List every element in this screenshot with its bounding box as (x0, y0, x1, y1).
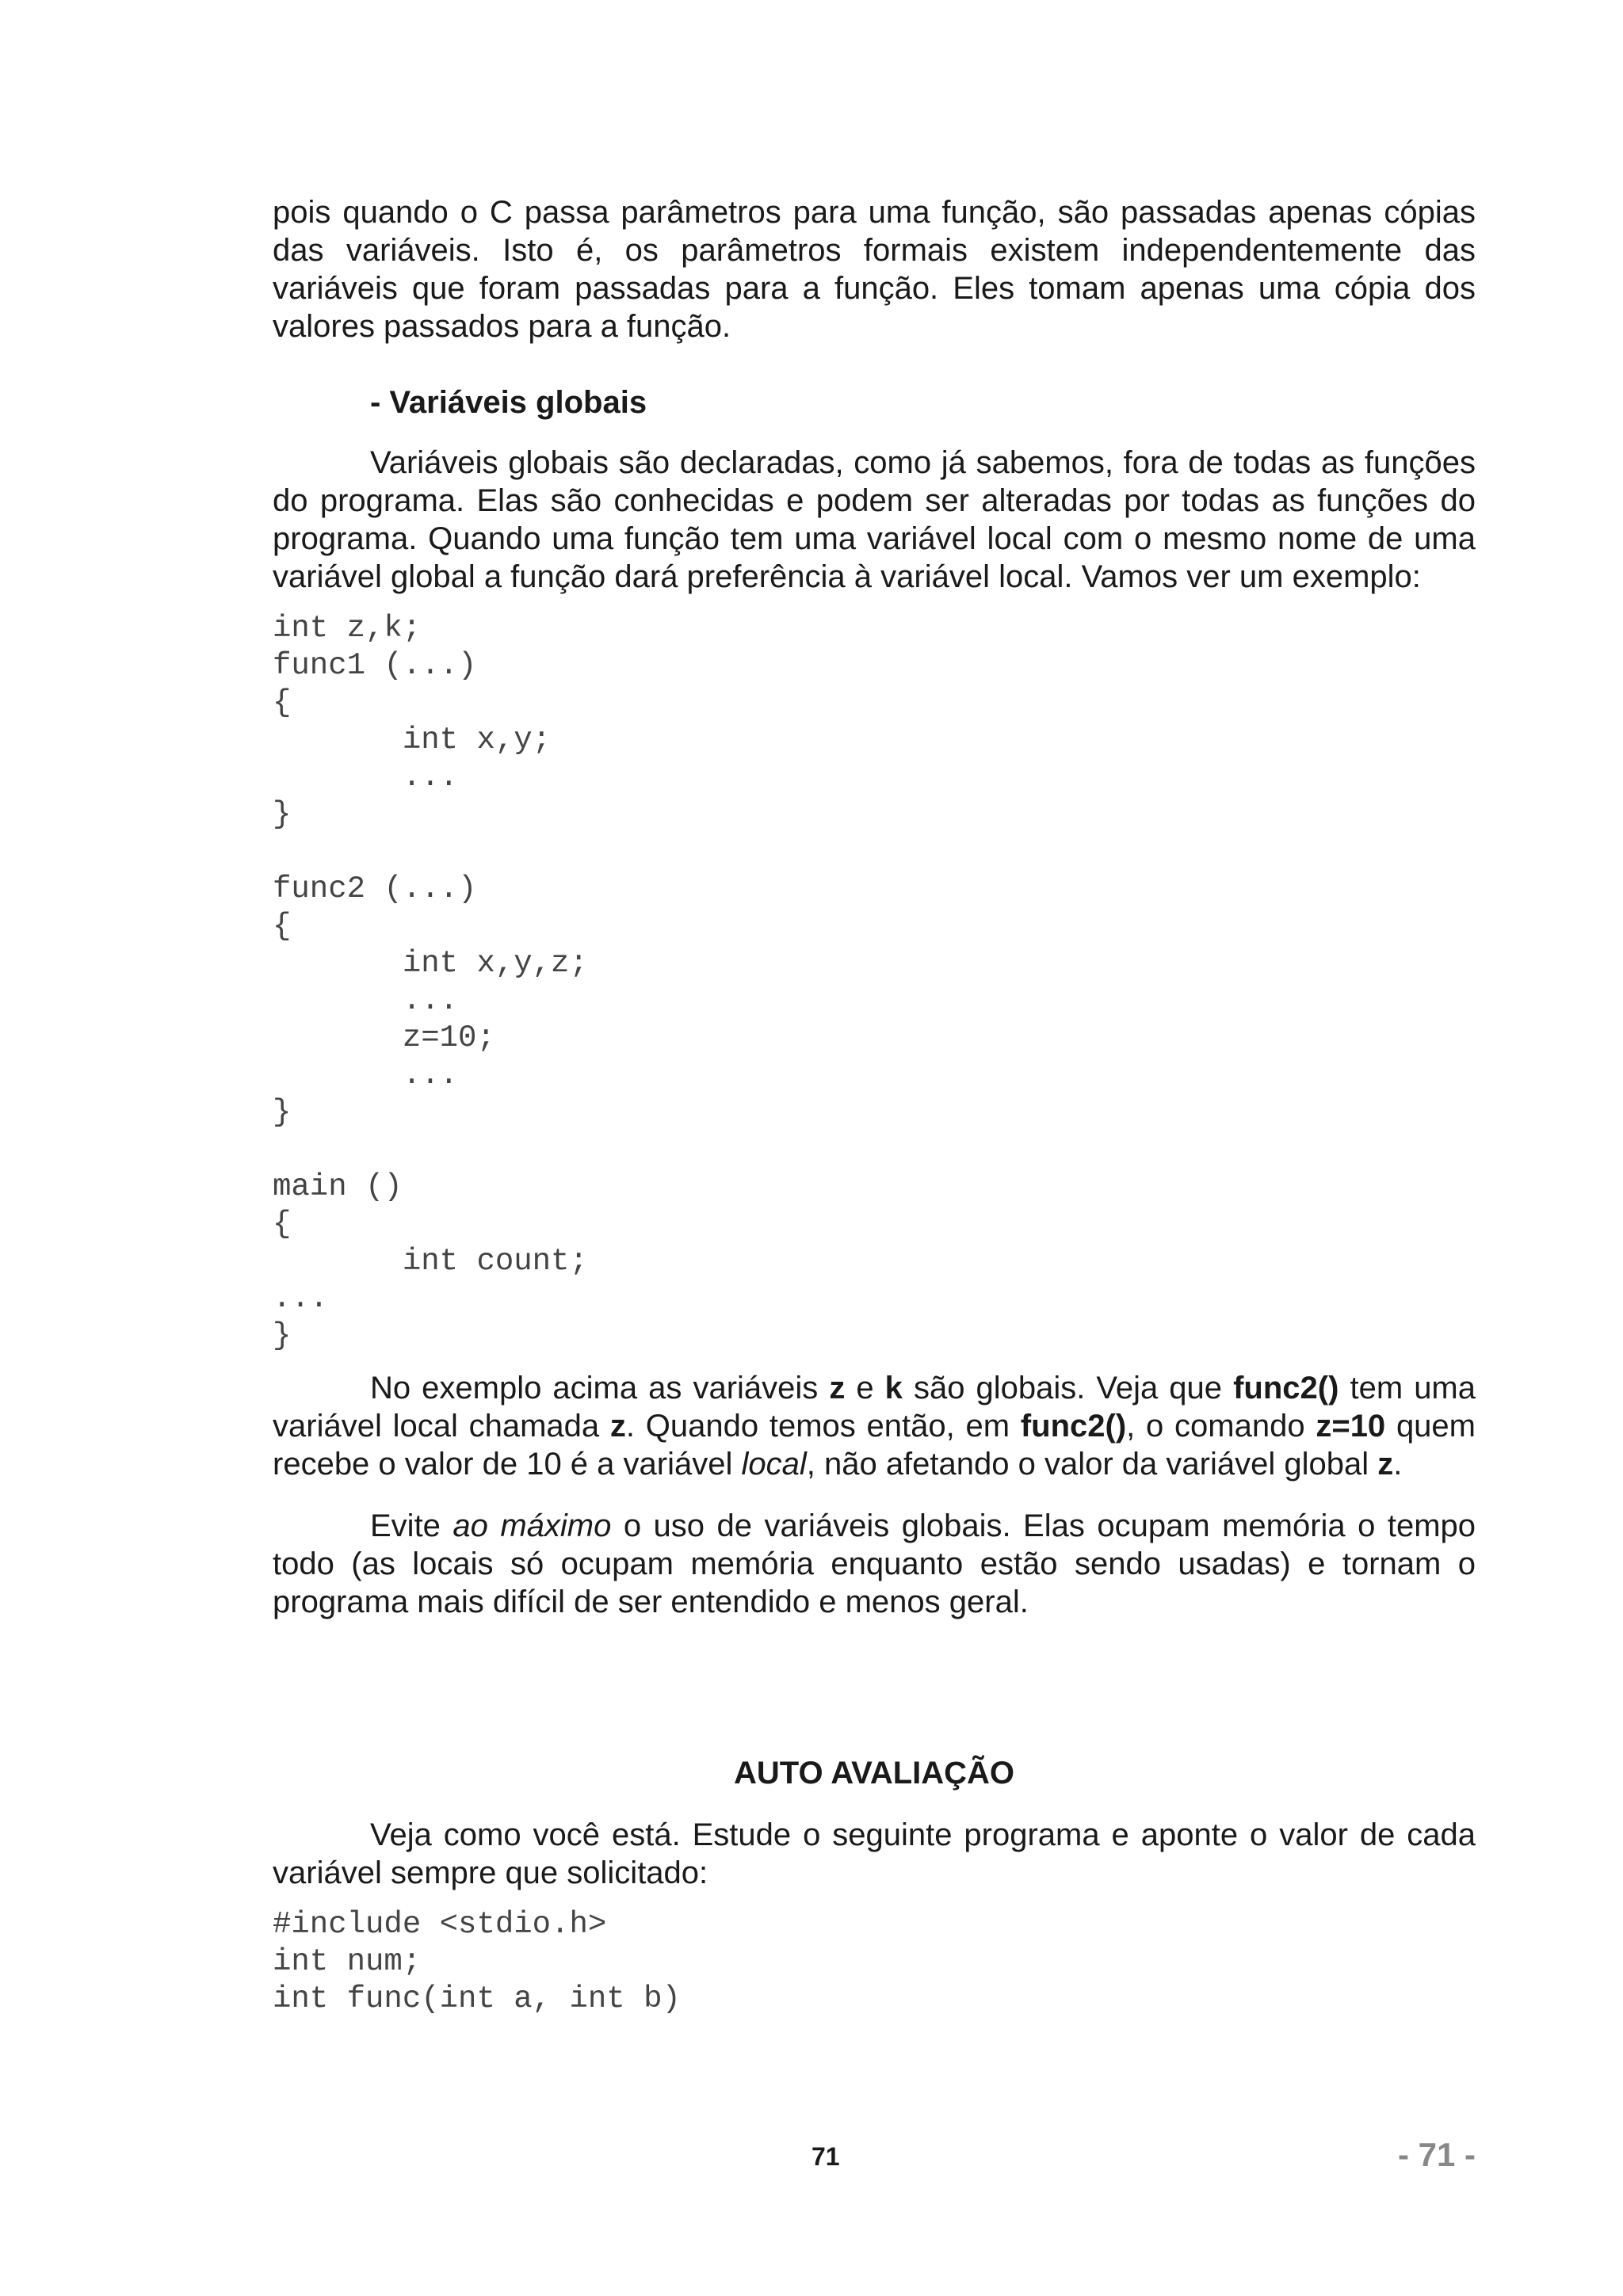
text-run: , não afetando o valor da variável global (806, 1447, 1378, 1482)
document-body (273, 193, 1476, 2018)
bold-run: func2() (1233, 1371, 1339, 1405)
paragraph-auto-avaliacao: Veja como você está. Estude o seguinte programa e aponte o valor de cada variável sempre que solicitado: (273, 1817, 1476, 1890)
code-example: int z,k; func1 (...) { int x,y; ... } func2 (...) { int x,y,z; ... z=10; ... } main () { int count; ... } (273, 611, 588, 1353)
code-auto-avaliacao: #include <stdio.h> int num; int func(int a, int b) (273, 1907, 681, 2016)
text-run: . (1393, 1447, 1403, 1482)
text-run: quem recebe o valor de 10 é a variável (273, 1409, 1476, 1482)
bold-run: z=10 (1316, 1409, 1386, 1444)
paragraph-explanation (273, 1369, 1476, 1483)
text-run: e (845, 1371, 885, 1405)
text-run: o uso de variáveis globais. Elas ocupam memória o tempo todo (as locais só ocupam memória enquanto estão sendo usadas) e tornam o programa mais difícil de ser entendido e menos geral. (273, 1508, 1476, 1619)
paragraph-evite (273, 1507, 1476, 1621)
text-run: No exemplo acima as variáveis (370, 1371, 830, 1405)
italic-run: ao máximo (453, 1508, 612, 1543)
text-run: , o comando (1126, 1409, 1316, 1444)
paragraph-globais: Variáveis globais são declaradas, como já sabemos, fora de todas as funções do programa. Elas são conhecidas e podem ser alteradas por todas as funções do programa. Quando uma função tem uma variável local com o mesmo nome de uma variável global a função dará preferência à variável local. Vamos ver um exemplo: (273, 445, 1476, 594)
page-number: 71 (812, 2142, 840, 2171)
text-run: tem uma variável local chamada (273, 1371, 1476, 1444)
italic-run: local (741, 1447, 807, 1482)
bold-run: z (609, 1409, 626, 1444)
bold-run: func2() (1020, 1409, 1127, 1444)
text-run: Evite (370, 1508, 453, 1543)
text-run: . Quando temos então, em (625, 1409, 1021, 1444)
bold-run: z (829, 1371, 846, 1405)
bold-run: k (884, 1371, 903, 1405)
page-marker: - 71 - (1397, 2136, 1476, 2173)
text-run: são globais. Veja que (902, 1371, 1234, 1405)
bold-run: z (1377, 1447, 1394, 1482)
section-title: AUTO AVALIAÇÃO (733, 1756, 1015, 1791)
paragraph-intro: pois quando o C passa parâmetros para uma função, são passadas apenas cópias das variáveis. Isto é, os parâmetros formais existem independentemente das variáveis que foram passadas para a função. Eles tomam apenas uma cópia dos valores passados para a função. (273, 195, 1476, 344)
subsection-heading: - Variáveis globais (370, 385, 647, 420)
